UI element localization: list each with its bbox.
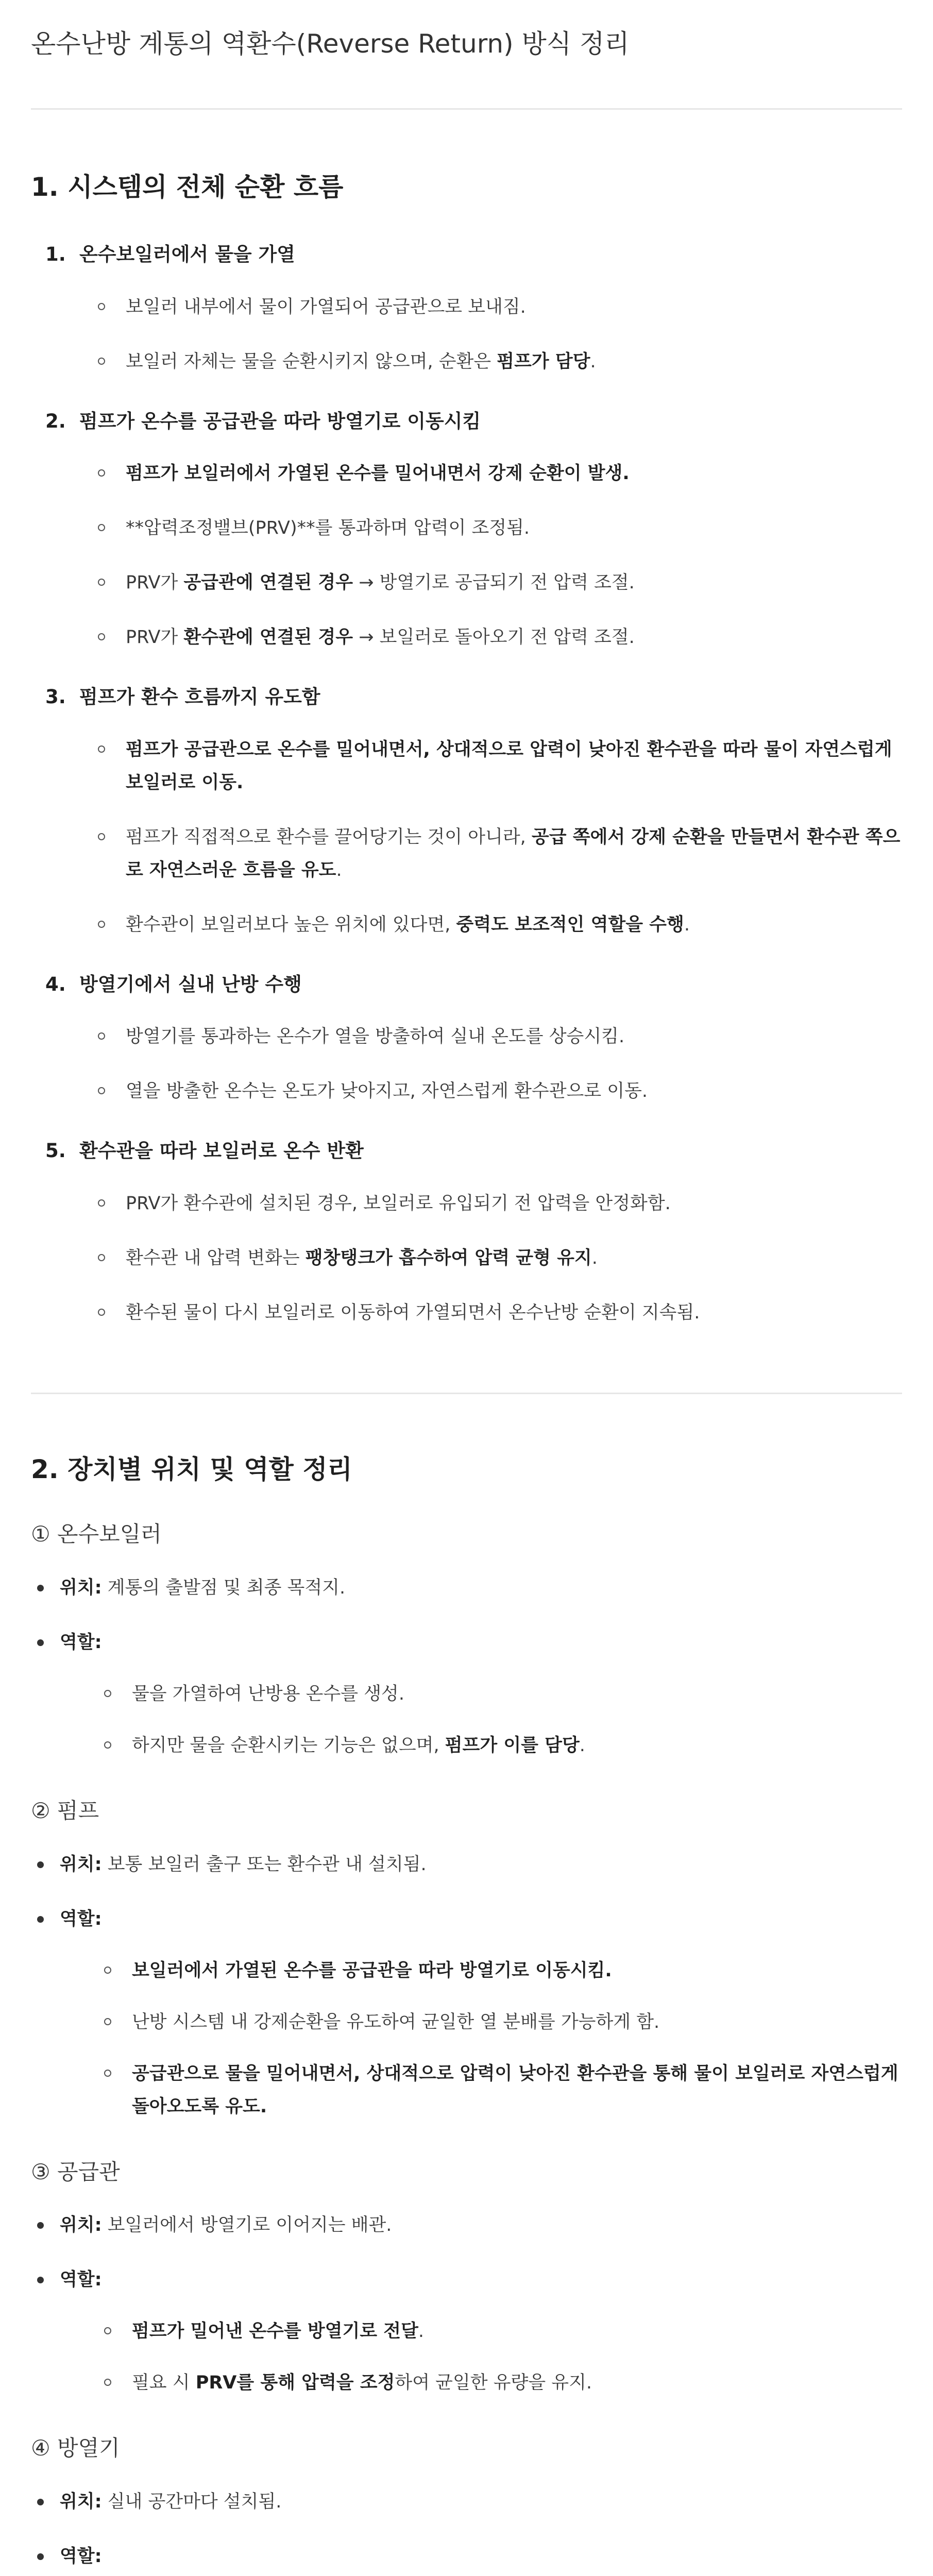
- list-item: [104, 1954, 902, 1987]
- text-run: .: [684, 914, 690, 935]
- device-section: [31, 1796, 902, 2123]
- role-list: [60, 1677, 902, 1762]
- text-run: 열을 방출한 온수는 온도가 낮아지고, 자연스럽게 환수관으로 이동.: [126, 1081, 648, 1101]
- list-item: [104, 2315, 902, 2348]
- device-section: [31, 2157, 902, 2400]
- device-title: ③ 공급관: [31, 2159, 120, 2184]
- list-item: [98, 1075, 902, 1108]
- step-title: 환수관을 따라 보일러로 온수 반환: [79, 1140, 364, 1162]
- device-detail-list: [31, 2209, 902, 2399]
- section-circulation-flow: [31, 110, 902, 1393]
- list-item: [104, 2057, 902, 2123]
- step-detail-list: [31, 733, 902, 941]
- step-number: 1.: [45, 243, 66, 265]
- text-run: PRV가: [126, 572, 184, 593]
- device-detail-list: [31, 2485, 902, 2576]
- text-run: .: [336, 859, 342, 880]
- step-detail-list: [31, 1020, 902, 1108]
- role-item: [31, 2263, 902, 2399]
- step-detail-list: [31, 291, 902, 378]
- section-device-roles: [31, 1394, 902, 2576]
- list-item: [98, 1242, 902, 1275]
- step-number: 2.: [45, 410, 66, 432]
- text-run: 환수된 물이 다시 보일러로 이동하여 가열되면서 온수난방 순환이 지속됨.: [126, 1302, 700, 1323]
- bold-text: 펌프가 이를 담당: [445, 1735, 580, 1756]
- flow-step: [31, 683, 902, 941]
- text-run: 난방 시스템 내 강제순환을 유도하여 균일한 열 분배를 가능하게 함.: [132, 2011, 660, 2032]
- device-detail-list: [31, 1848, 902, 2123]
- device-title: ④ 방열기: [31, 2435, 120, 2461]
- device-title: ② 펌프: [31, 1798, 99, 1823]
- step-heading: [31, 1137, 902, 1165]
- device-detail-list: [31, 1571, 902, 1762]
- list-item: [98, 1296, 902, 1329]
- flow-step: [31, 970, 902, 1108]
- step-title: 펌프가 환수 흐름까지 유도함: [79, 686, 320, 708]
- bold-text: 펌프가 담당: [497, 351, 590, 372]
- step-detail-list: [31, 1187, 902, 1329]
- list-item: [98, 908, 902, 941]
- step-title: 방열기에서 실내 난방 수행: [79, 973, 302, 995]
- list-item: [98, 291, 902, 324]
- flow-step: [31, 1137, 902, 1329]
- step-title: 온수보일러에서 물을 가열: [79, 243, 295, 265]
- page-title: 온수난방 계통의 역환수(Reverse Return) 방식 정리: [31, 29, 630, 59]
- location-value: 보일러에서 방열기로 이어지는 배관.: [101, 2215, 392, 2236]
- text-run: .: [590, 351, 596, 372]
- list-item: [104, 2366, 902, 2399]
- device-list: [31, 1519, 902, 2576]
- bold-text: 팽창탱크가 흡수하여 압력 균형 유지: [305, 1247, 592, 1268]
- step-heading: [31, 970, 902, 999]
- list-item: [104, 1677, 902, 1710]
- role-label: 역할:: [60, 1908, 102, 1929]
- step-heading: [31, 240, 902, 269]
- location-value: 보통 보일러 출구 또는 환수관 내 설치됨.: [101, 1854, 427, 1875]
- list-item: [98, 821, 902, 887]
- step-heading: [31, 683, 902, 711]
- role-label: 역할:: [60, 2269, 102, 2291]
- location-label: 위치:: [60, 1577, 102, 1598]
- bold-text: 환수관에 연결된 경우: [183, 627, 353, 648]
- section-heading: 1. 시스템의 전체 순환 흐름: [31, 172, 344, 202]
- flow-step: [31, 240, 902, 378]
- bold-text: 펌프가 공급관으로 온수를 밀어내면서, 상대적으로 압력이 낮아진 환수관을 따라 물이 자연스럽게 보일러로 이동.: [126, 739, 892, 793]
- role-label: 역할:: [60, 2546, 102, 2567]
- location-label: 위치:: [60, 1854, 102, 1875]
- text-run: PRV가 환수관에 설치된 경우, 보일러로 유입되기 전 압력을 안정화함.: [126, 1193, 671, 1214]
- step-number: 3.: [45, 686, 66, 708]
- location-label: 위치:: [60, 2215, 102, 2236]
- location-item: [31, 1848, 902, 1881]
- role-item: [31, 1626, 902, 1762]
- list-item: [98, 566, 902, 599]
- text-run: 필요 시: [132, 2372, 196, 2394]
- bold-text: 펌프가 밀어낸 온수를 방열기로 전달: [132, 2321, 418, 2342]
- text-run: .: [418, 2321, 425, 2342]
- list-item: [98, 345, 902, 378]
- flow-step: [31, 407, 902, 654]
- location-value: 실내 공간마다 설치됨.: [101, 2492, 282, 2513]
- text-run: 보일러 자체는 물을 순환시키지 않으며, 순환은: [126, 351, 497, 372]
- location-item: [31, 2209, 902, 2242]
- bold-text: 중력도 보조적인 역할을 수행: [456, 914, 684, 935]
- step-number: 4.: [45, 973, 66, 995]
- text-run: 하여 균일한 유량을 유지.: [395, 2372, 592, 2394]
- role-item: [31, 2540, 902, 2576]
- text-run: 환수관이 보일러보다 높은 위치에 있다면,: [126, 914, 456, 935]
- step-detail-list: [31, 457, 902, 654]
- text-run: 하지만 물을 순환시키는 기능은 없으며,: [132, 1735, 445, 1756]
- bold-text: 공급관에 연결된 경우: [183, 572, 353, 593]
- step-number: 5.: [45, 1140, 66, 1162]
- text-run: .: [579, 1735, 585, 1756]
- list-item: [98, 512, 902, 545]
- role-item: [31, 1903, 902, 2123]
- role-label: 역할:: [60, 1632, 102, 1653]
- list-item: [98, 457, 902, 490]
- list-item: [98, 1020, 902, 1053]
- device-section: [31, 1519, 902, 1762]
- flow-step-list: [31, 240, 902, 1329]
- bold-text: 공급관으로 물을 밀어내면서, 상대적으로 압력이 낮아진 환수관을 통해 물이 보일러로 자연스럽게 돌아오도록 유도.: [132, 2063, 898, 2117]
- list-item: [98, 621, 902, 654]
- section-heading: 2. 장치별 위치 및 역할 정리: [31, 1454, 352, 1484]
- bold-text: 공급 쪽에서 강제 순환을 만들면서 환수관 쪽으로 자연스러운 흐름을 유도: [126, 826, 901, 880]
- text-run: 보일러 내부에서 물이 가열되어 공급관으로 보내짐.: [126, 296, 526, 317]
- list-item: [104, 1729, 902, 1762]
- bold-text: 펌프가 보일러에서 가열된 온수를 밀어내면서 강제 순환이 발생.: [126, 463, 630, 484]
- text-run: 방열기를 통과하는 온수가 열을 방출하여 실내 온도를 상승시킴.: [126, 1026, 625, 1047]
- device-section: [31, 2433, 902, 2576]
- text-run: 환수관 내 압력 변화는: [126, 1247, 306, 1268]
- location-value: 계통의 출발점 및 최종 목적지.: [101, 1577, 346, 1598]
- text-run: .: [591, 1247, 598, 1268]
- role-list: [60, 1954, 902, 2123]
- list-item: [98, 733, 902, 799]
- role-list: [60, 2315, 902, 2399]
- text-run: PRV가: [126, 627, 184, 648]
- text-run: 물을 가열하여 난방용 온수를 생성.: [132, 1683, 404, 1704]
- step-title: 펌프가 온수를 공급관을 따라 방열기로 이동시킴: [79, 410, 481, 432]
- step-heading: [31, 407, 902, 436]
- text-run: 펌프가 직접적으로 환수를 끌어당기는 것이 아니라,: [126, 826, 532, 848]
- text-run: → 보일러로 돌아오기 전 압력 조절.: [353, 627, 635, 648]
- bold-text: PRV를 통해 압력을 조정: [195, 2372, 395, 2394]
- location-label: 위치:: [60, 2492, 102, 2513]
- text-run: **압력조정밸브(PRV)**를 통과하며 압력이 조정됨.: [126, 518, 530, 538]
- location-item: [31, 1571, 902, 1604]
- device-title: ① 온수보일러: [31, 1521, 162, 1547]
- list-item: [104, 2006, 902, 2039]
- list-item: [98, 1187, 902, 1220]
- text-run: → 방열기로 공급되기 전 압력 조절.: [353, 572, 635, 593]
- location-item: [31, 2485, 902, 2518]
- bold-text: 보일러에서 가열된 온수를 공급관을 따라 방열기로 이동시킴.: [132, 1960, 612, 1981]
